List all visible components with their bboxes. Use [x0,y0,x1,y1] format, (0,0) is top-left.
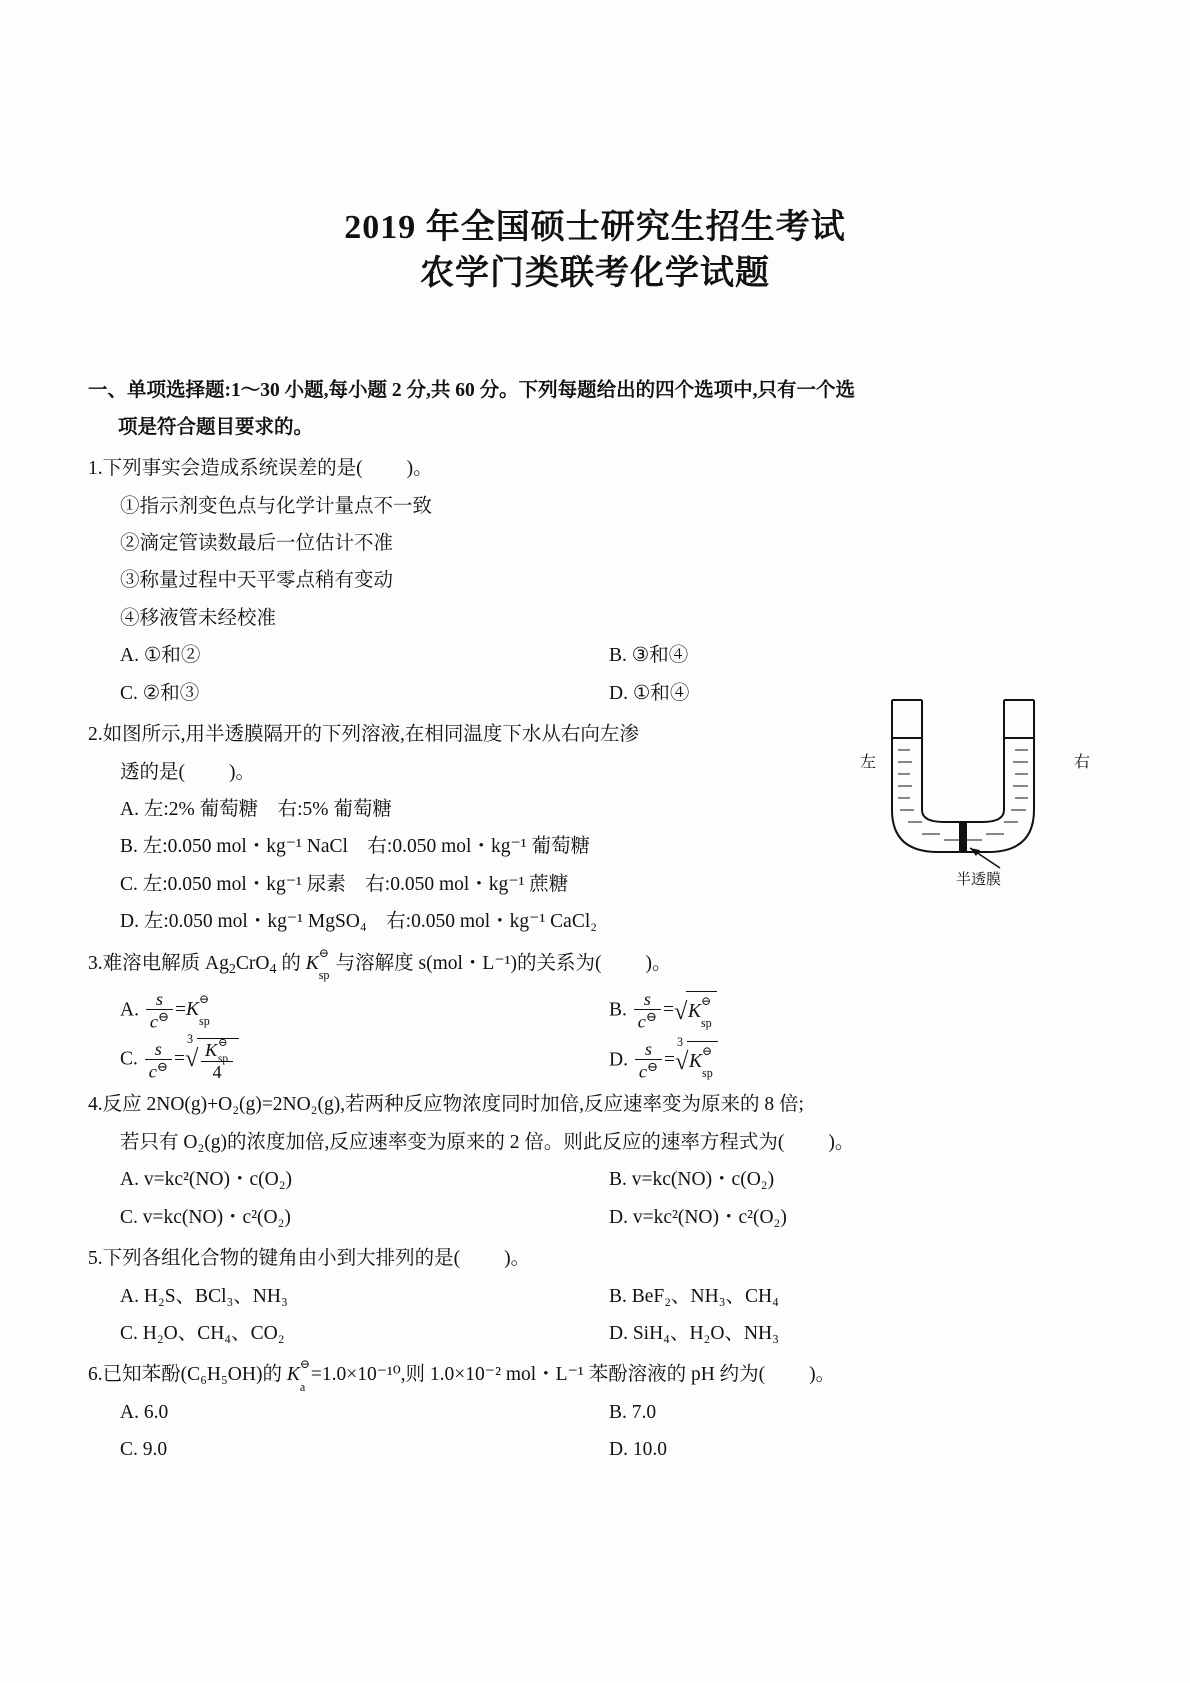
question-6-text-post: =1.0×10⁻¹⁰,则 1.0×10⁻² mol・L⁻¹ 苯酚溶液的 pH 约为( [310,1364,766,1386]
question-2-text-1: 如图所示,用半透膜隔开的下列溶液,在相同温度下水从右向左渗 [102,724,639,746]
question-1-sub-4: ④移液管未经校准 [120,607,277,629]
question-2-text-2: 透的是( [120,761,185,783]
paper-title-line-2: 农学门类联考化学试题 [420,254,770,292]
question-2-stem-end: )。 [229,761,255,783]
square-root: √ K sp ⊖ [674,991,717,1030]
question-4-stem-line-2 [88,1124,1098,1161]
question-1-sub-1: ①指示剂变色点与化学计量点不一致 [120,495,433,517]
question-4-text-2: 若只有 O₂(g)的浓度加倍,反应速率变为原来的 2 倍。则此反应的速率方程式为( [120,1131,785,1153]
question-5-option-c[interactable]: C. H₂O、CH₄、CO₂ [120,1322,285,1344]
question-4 [88,1086,1098,1236]
cube-root: √ 3 K sp ⊖ 4 [185,1038,239,1082]
question-3-text-mid: CrO [235,952,270,974]
ka-symbol: K a ⊖ [286,1357,310,1394]
fraction-s-over-c: $\frac{s}{c^⊖}$ [634,989,661,1033]
question-2-option-c[interactable]: C. 左:0.050 mol・kg⁻¹ 尿素 右:0.050 mol・kg⁻¹ 蔗糖 [120,873,569,895]
question-6-option-b[interactable]: B. 7.0 [609,1401,657,1423]
figure-left-label: 左 [860,754,877,771]
question-1-stem [88,450,1098,487]
question-4-number: 4. [88,1094,103,1116]
question-3-option-d[interactable]: D. $\frac{s}{c^⊖}$ = √ 3 K sp ⊖ [609,1039,1098,1083]
question-1-option-a[interactable]: A. ①和② [120,645,201,667]
fraction-s-over-c: $\frac{s}{c^⊖}$ [635,1039,662,1083]
question-3-stem: 3.难溶电解质 $Ag_2CrO_4$ 的 K sp ⊖ 与溶解度 s(mol・L⁻¹)的关系为( )。 [88,945,672,982]
question-1-option-b[interactable]: B. ③和④ [609,645,689,667]
section-heading [88,372,1098,446]
question-6-options [88,1394,1098,1469]
question-6-number: 6. [88,1364,103,1386]
question-3-text-pre: 难溶电解质 Ag [102,952,229,974]
ksp-symbol: K sp ⊖ [186,991,210,1029]
figure-right-label: 右 [1073,754,1090,771]
question-5-options [88,1278,1098,1353]
question-1-sub-3: ③称量过程中天平零点稍有变动 [120,570,394,592]
fraction-s-over-c: $\frac{s}{c^⊖}$ [146,989,173,1033]
question-3-option-b-label: B. [609,998,627,1020]
question-3 [88,945,1098,1083]
question-1-number: 1. [88,458,103,480]
paper-content [88,372,1098,1469]
question-6-option-c[interactable]: C. 9.0 [120,1439,168,1461]
question-4-option-d[interactable]: D. v=kc²(NO)・c²(O₂) [609,1206,787,1228]
question-2-option-b[interactable]: B. 左:0.050 mol・kg⁻¹ NaCl 右:0.050 mol・kg⁻¹ 葡萄糖 [120,836,590,858]
title-block [0,205,1190,297]
question-3-options-row-2 [88,1032,1098,1082]
question-3-option-c[interactable]: C. $\frac{s}{c^⊖}$ = √ 3 K sp ⊖ 4 [120,1038,609,1082]
question-6-option-a[interactable]: A. 6.0 [120,1401,169,1423]
question-5-text: 下列各组化合物的键角由小到大排列的是( [102,1248,461,1270]
question-3-text-tail: 与溶解度 s(mol・L⁻¹)的关系为( [330,952,602,974]
question-6-text-pre: 已知苯酚(C₆H₅OH)的 [102,1364,287,1386]
question-3-text-post: 的 [276,952,306,974]
question-6-option-d[interactable]: D. 10.0 [609,1439,667,1461]
question-5-stem [88,1240,1098,1277]
question-2-option-a[interactable]: A. 左:2% 葡萄糖 右:5% 葡萄糖 [120,799,392,821]
figure-caption: 半透膜 [956,872,1002,888]
question-3-option-c-label: C. [120,1048,138,1070]
question-4-options [88,1161,1098,1236]
question-3-options-row-1 [88,989,1098,1033]
question-2-option-d[interactable]: D. 左:0.050 mol・kg⁻¹ MgSO₄ 右:0.050 mol・kg⁻¹ CaCl₂ [120,911,598,933]
question-5-number: 5. [88,1248,103,1270]
question-5-option-a[interactable]: A. H₂S、BCl₃、NH₃ [120,1285,288,1307]
cube-root: √ 3 K sp ⊖ [675,1041,718,1080]
question-3-option-b[interactable]: B. $\frac{s}{c^⊖}$ = √ K sp ⊖ [609,989,1098,1033]
question-4-option-a[interactable]: A. v=kc²(NO)・c(O₂) [120,1169,293,1191]
question-1-option-d[interactable]: D. ①和④ [609,682,690,704]
question-5-stem-end: )。 [504,1248,531,1270]
fraction-s-over-c: $\frac{s}{c^⊖}$ [145,1039,172,1083]
question-3-option-a[interactable]: A. $\frac{s}{c^⊖}$ =K sp ⊖ [120,988,210,1032]
question-4-stem-end: )。 [828,1131,855,1153]
question-6-stem-end: )。 [809,1364,836,1386]
question-1-text: 下列事实会造成系统误差的是( [102,458,363,480]
question-1-sub-2: ②滴定管读数最后一位估计不准 [120,532,394,554]
question-4-option-c[interactable]: C. v=kc(NO)・c²(O₂) [120,1206,291,1228]
paper-title-line-1: 2019 年全国硕士研究生招生考试 [344,209,846,246]
question-3-option-a-label: A. [120,998,139,1020]
question-3-option-d-label: D. [609,1048,628,1070]
question-6-stem [88,1356,1098,1393]
question-4-option-b[interactable]: B. v=kc(NO)・c(O₂) [609,1169,775,1191]
question-4-stem-line-1 [88,1086,1098,1123]
ksp-symbol: K sp ⊖ [305,945,330,982]
question-2-number: 2. [88,724,103,746]
question-1-stem-end: )。 [406,458,433,480]
question-3-stem-end: )。 [645,952,672,974]
question-1-option-c[interactable]: C. ②和③ [120,682,200,704]
question-5 [88,1240,1098,1352]
question-5-option-b[interactable]: B. BeF₂、NH₃、CH₄ [609,1285,779,1307]
section-heading-line-1: 一、单项选择题:1～30 小题,每小题 2 分,共 60 分。下列每题给出的四个选项中,只有一个选 [88,380,855,401]
section-heading-line-2: 项是符合题目要求的。 [118,417,314,439]
question-6 [88,1356,1098,1468]
question-4-text-1: 反应 2NO(g)+O₂(g)=2NO₂(g),若两种反应物浓度同时加倍,反应速率变为原来的 8 倍; [102,1094,804,1116]
u-tube-figure [860,690,1090,890]
question-5-option-d[interactable]: D. SiH₄、H₂O、NH₃ [609,1322,779,1344]
u-tube-icon [860,690,1090,890]
question-3-number: 3. [88,952,103,974]
question-1 [88,450,1098,712]
